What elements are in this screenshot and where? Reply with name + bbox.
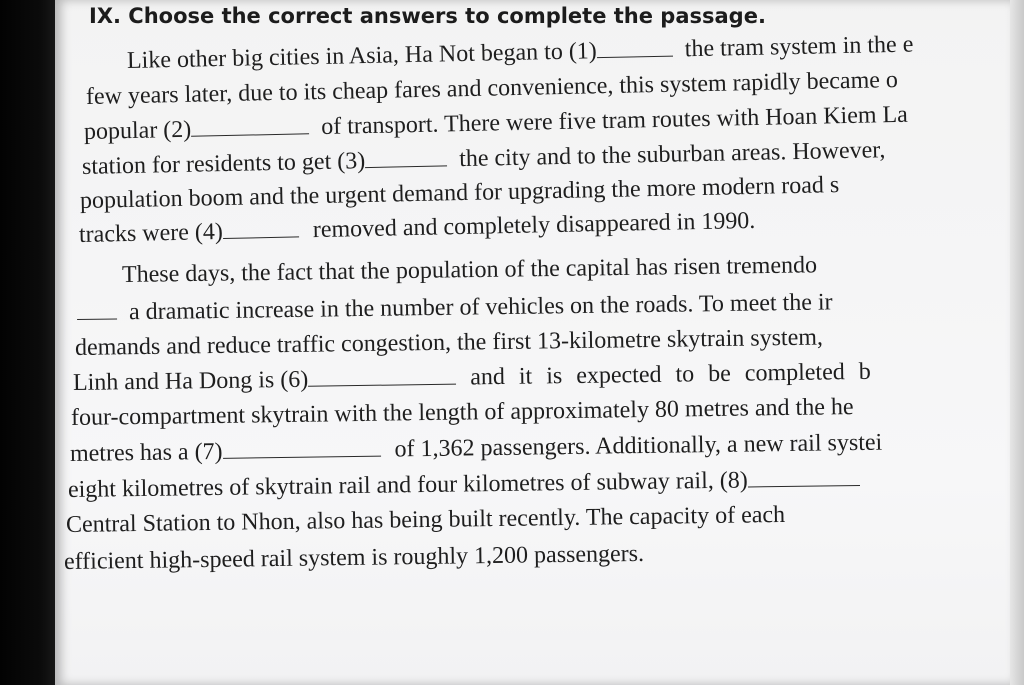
blank-3	[365, 147, 447, 168]
p1-line-5-text-a: population boom and the urgent demand for upgrading the more modern road s	[79, 172, 840, 214]
blank-2	[191, 115, 309, 136]
p1-line-3-text-b: of transport. There were five tram routes with Hoan Kiem La	[320, 101, 909, 141]
p1-line-4-text-b: the city and to the suburban areas. However,	[458, 137, 886, 173]
p2-line-1-text-a: These days, the fact that the population of the capital has risen tremendo	[121, 252, 818, 288]
p1-line-2-text-a: few years later, due to its cheap fares and convenience, this system rapidly became o	[85, 66, 899, 110]
p1-line-6-text-a: tracks were (4)	[78, 218, 224, 248]
dark-background-left	[0, 0, 58, 685]
p2-line-8-text-a: Central Station to Nhon, also has being built recently. The capacity of each	[65, 501, 786, 538]
blank-6	[308, 366, 456, 387]
paper-right-edge	[1010, 0, 1024, 685]
p2-line-7-text-a: eight kilometres of skytrain rail and four kilometres of subway rail, (8)	[67, 467, 748, 503]
p2-line-6-text-b: of 1,362 passengers. Additionally, a new rail systei	[394, 429, 883, 463]
p1-line-6-text-b: removed and completely disappeared in 1990.	[312, 207, 756, 244]
blank-5	[77, 300, 117, 320]
blank-7	[222, 438, 380, 459]
p1-line-1-text-a: Like other big cities in Asia, Ha Not began to (1)	[126, 38, 598, 74]
exercise-heading: IX. Choose the correct answers to complete the passage.	[89, 4, 766, 28]
blank-1	[597, 38, 673, 59]
p2-line-5-text-a: four-compartment skytrain with the length of approximately 80 metres and the he	[70, 394, 854, 431]
p1-line-4-text-a: station for residents to get (3)	[81, 148, 366, 180]
blank-8	[748, 467, 860, 488]
p1-line-3-text-a: popular (2)	[83, 116, 192, 145]
p2-line-4-text-a: Linh and Ha Dong is (6)	[72, 366, 309, 396]
p2-line-2-text-a: a dramatic increase in the number of vehicles on the roads. To meet the ir	[128, 289, 833, 326]
p2-line-3-text-a: demands and reduce traffic congestion, the first 13-kilometre skytrain system,	[74, 324, 824, 361]
blank-4	[223, 218, 299, 239]
p2-line-6-text-a: metres has a (7)	[69, 438, 223, 467]
p2-line-9-text-a: efficient high-speed rail system is roughly 1,200 passengers.	[63, 540, 645, 575]
p2-line-4-text-b: and it is expected to be completed b	[470, 358, 871, 391]
p1-line-1-text-b: the tram system in the e	[684, 31, 914, 63]
